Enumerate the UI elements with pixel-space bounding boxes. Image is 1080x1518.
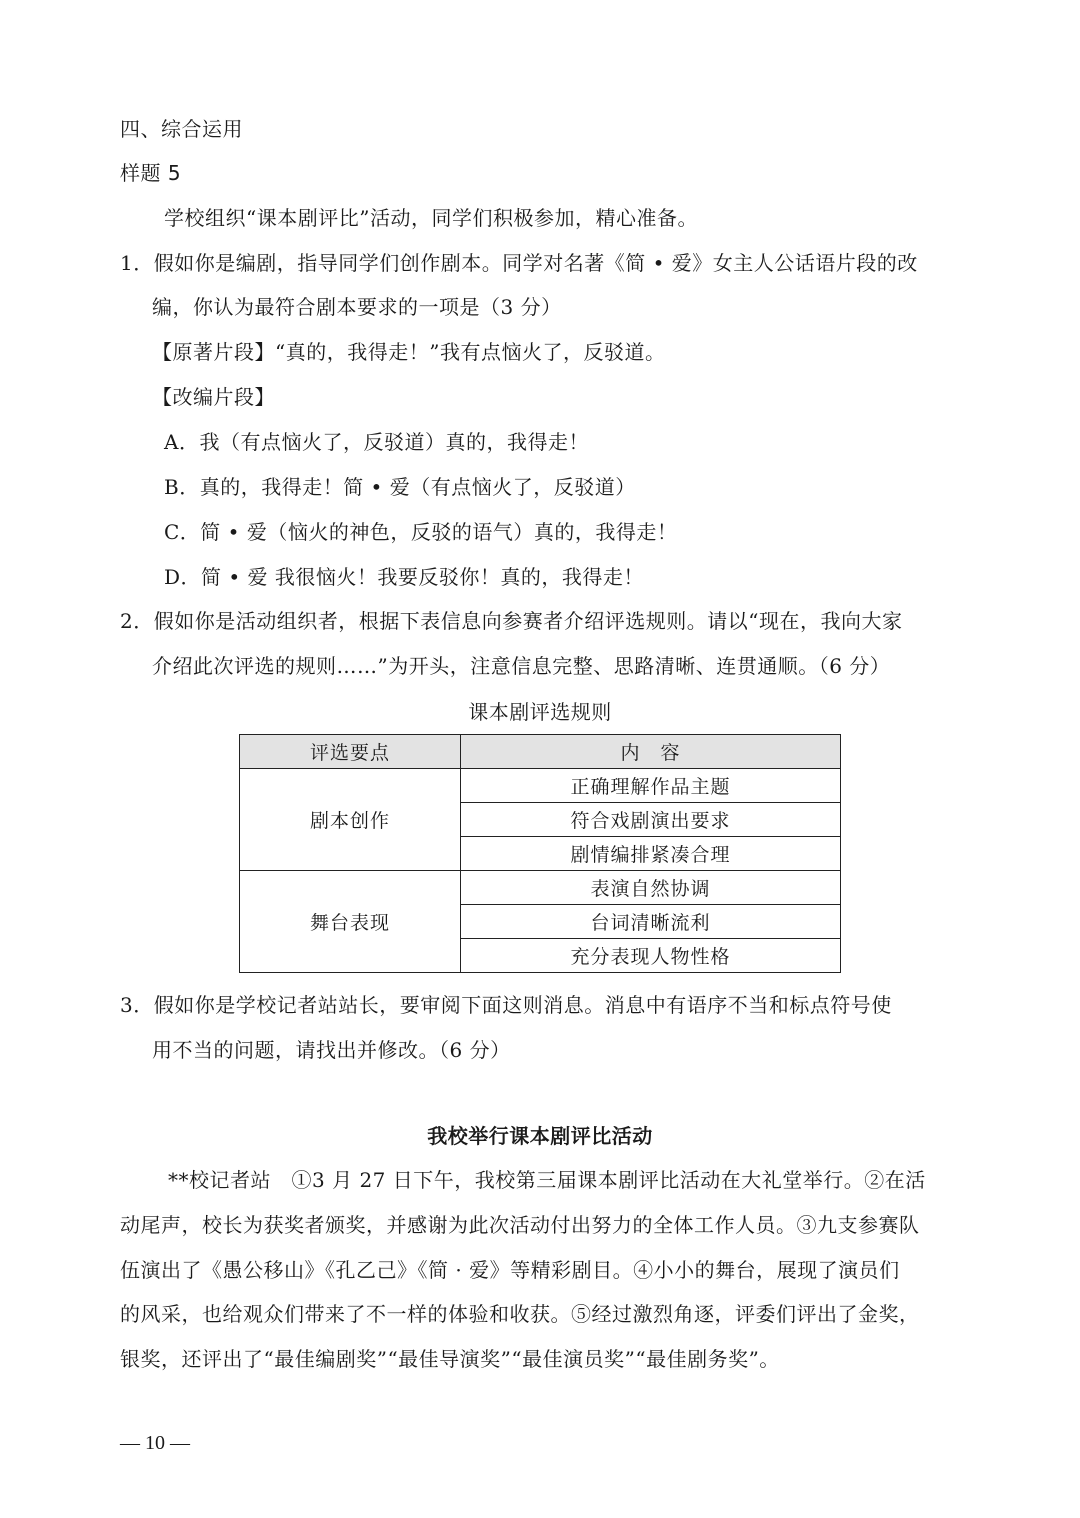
table-header-row bbox=[240, 735, 841, 769]
question-2-line-2: 介绍此次评选的规则……”为开头，注意信息完整、思路清晰、连贯通顺。（6 分） bbox=[152, 654, 891, 678]
adapted-label: 【改编片段】 bbox=[152, 385, 275, 409]
section-title: 四、综合运用 bbox=[120, 117, 243, 141]
question-1-line-1: 1．假如你是编剧，指导同学们创作剧本。同学对名著《简 • 爱》女主人公话语片段的改 bbox=[120, 251, 918, 275]
news-line: 伍演出了《愚公移山》《孔乙己》《简 · 爱》等精彩剧目。④小小的舞台，展现了演员们 bbox=[120, 1258, 900, 1282]
table-row bbox=[240, 871, 841, 905]
table-cell: 充分表现人物性格 bbox=[461, 939, 841, 973]
category-script: 剧本创作 bbox=[240, 769, 461, 871]
news-title: 我校举行课本剧评比活动 bbox=[427, 1124, 653, 1148]
question-1-line-2: 编，你认为最符合剧本要求的一项是（3 分） bbox=[152, 295, 562, 319]
table-header-content: 内 容 bbox=[461, 735, 841, 769]
category-stage: 舞台表现 bbox=[240, 871, 461, 973]
rules-table bbox=[239, 734, 841, 973]
table-header-criteria: 评选要点 bbox=[240, 735, 461, 769]
question-2-line-1: 2．假如你是活动组织者，根据下表信息向参赛者介绍评选规则。请以“现在，我向大家 bbox=[120, 609, 903, 633]
option-a: A．我（有点恼火了，反驳道）真的，我得走！ bbox=[164, 430, 589, 454]
news-line: 的风采，也给观众们带来了不一样的体验和收获。⑤经过激烈角逐，评委们评出了金奖， bbox=[120, 1302, 920, 1326]
question-3-line-1: 3．假如你是学校记者站站长，要审阅下面这则消息。消息中有语序不当和标点符号使 bbox=[120, 993, 892, 1017]
option-d: D．简 • 爱 我很恼火！我要反驳你！真的，我得走！ bbox=[164, 565, 644, 589]
news-line: 银奖，还评出了“最佳编剧奖”“最佳导演奖”“最佳演员奖”“最佳剧务奖”。 bbox=[120, 1347, 780, 1371]
question-3-line-2: 用不当的问题，请找出并修改。（6 分） bbox=[152, 1038, 511, 1062]
page-number: — 10 — bbox=[120, 1432, 190, 1454]
table-cell: 台词清晰流利 bbox=[461, 905, 841, 939]
table-cell: 符合戏剧演出要求 bbox=[461, 803, 841, 837]
table-title: 课本剧评选规则 bbox=[468, 700, 612, 724]
option-b: B．真的，我得走！简 • 爱（有点恼火了，反驳道） bbox=[164, 475, 636, 499]
table-cell: 正确理解作品主题 bbox=[461, 769, 841, 803]
sample-title: 样题 5 bbox=[120, 161, 182, 185]
table-cell: 表演自然协调 bbox=[461, 871, 841, 905]
news-line: 动尾声，校长为获奖者颁奖，并感谢为此次活动付出努力的全体工作人员。③九支参赛队 bbox=[120, 1213, 920, 1237]
table-cell: 剧情编排紧凑合理 bbox=[461, 837, 841, 871]
news-line: **校记者站 ①3 月 27 日下午，我校第三届课本剧评比活动在大礼堂举行。②在活 bbox=[168, 1168, 926, 1192]
intro-text: 学校组织“课本剧评比”活动，同学们积极参加，精心准备。 bbox=[164, 206, 698, 230]
option-c: C．简 • 爱（恼火的神色，反驳的语气）真的，我得走！ bbox=[164, 520, 678, 544]
table-row bbox=[240, 769, 841, 803]
original-excerpt: 【原著片段】“真的，我得走！”我有点恼火了，反驳道。 bbox=[152, 340, 666, 364]
